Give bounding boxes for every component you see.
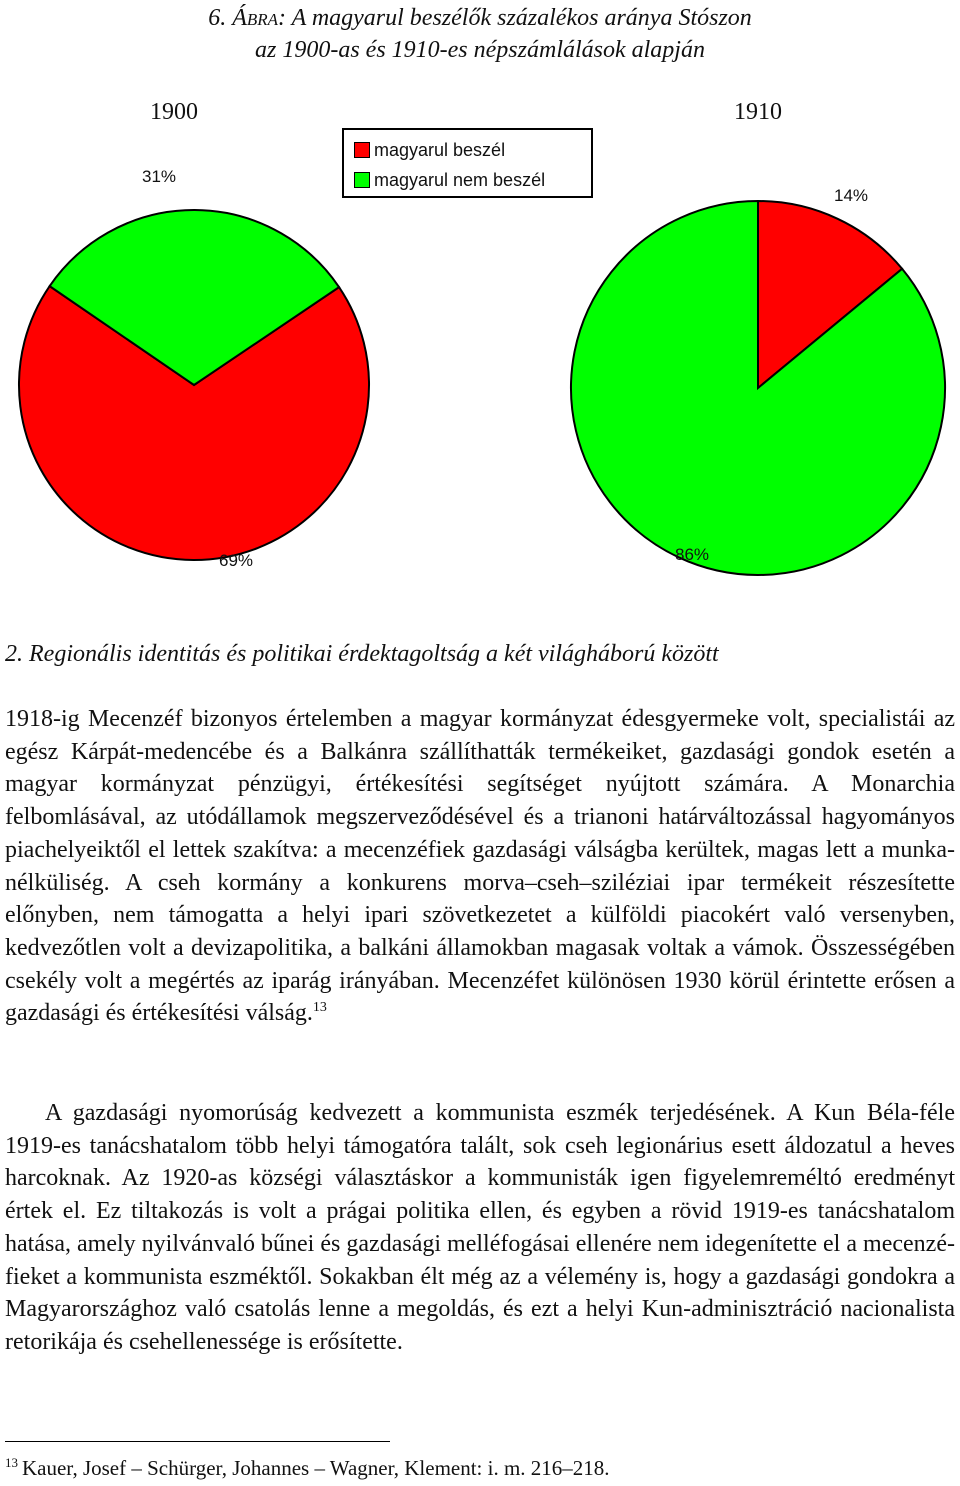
chart-legend <box>342 128 593 198</box>
footnote <box>5 1454 610 1482</box>
figure-title: : A magyarul beszélők százalékos aránya Stószon <box>278 5 752 31</box>
legend-swatch-red <box>354 142 370 158</box>
pie-1910 <box>571 201 945 575</box>
legend-item-nem-beszel <box>354 169 545 191</box>
chart-title-1900: 1900 <box>150 99 198 125</box>
section-heading: 2. Regionális identitás és politikai érdektagoltság a két világháború között <box>5 641 719 667</box>
pie-1900 <box>19 210 369 560</box>
figure-abra: Ábra <box>232 5 279 31</box>
footnote-number: 13 <box>5 1455 18 1470</box>
paragraph-2: A gazdasági nyomorúság kedvezett a kommunista eszmék terjedésének. A Kun Béla-féle 1919-es tanácshatalom több helyi támogatóra talált, sok cseh legionárius esett áldozatul a heves harcoknak. Az 1920-as községi választáskor a kommunisták igen figyelemreméltó eredményt értek el. Ez tiltakozás is volt a prágai politika ellen, és egyben a rövid 1919-es tanácshatalom hatása, amely nyilvánvaló bűnei és gazdasági melléfogásai ellenére nem idegenítette el a mecenzéfieket a kommunista eszméktől. Sokakban élt még az a vélemény is, hogy a gazdasági gondokra a Magyarországhoz való csatolás lenne a megoldás, és ezt a helyi Kun-adminisztráció nacionalista retorikája és csehellenessége is erősítette. <box>5 1100 955 1355</box>
figure-caption-line2: az 1900-as és 1910-es népszámlálások alapján <box>255 37 705 63</box>
pie-1910-label-nem: 86% <box>674 545 710 564</box>
figure-number: 6. <box>208 5 227 31</box>
pie-1910-label-beszel: 14% <box>833 186 869 205</box>
legend-label-nem-beszel: magyarul nem beszél <box>374 170 546 190</box>
legend-item-beszel <box>354 139 505 161</box>
paragraph-1-text: 1918-ig Mecenzéf bizonyos értelemben a magyar kormányzat édesgyermeke volt, specialistái az egész Kárpát-medencébe és a Balkánra szállíthatták termékeiket, gazdasági gondok esetén a magyar kormányzat pénzügyi, értékesítési segítséget nyújtott számára. A Monarchia felbomlásával, az utódállamok megszerveződésével és a trianoni határváltozással hagyományos piachelyeiktől el lettek szakítva: a mecenzéfiek gazdasági válságba kerültek, magas lett a munkanélküliség. A cseh kormány a konkurens morva–cseh–sziléziai ipar termékeit részesítette előnyben, nem támogatta a helyi ipari szövetkezetet a külföldi piacokért való versenyben, kedvezőtlen volt a devizapolitika, a balkáni államokban magasak voltak a vámok. Összességében csekély volt a megértés az iparág irányában. Mecenzéfet különösen 1930 körül érintette erősen a gazdasági és értékesítési válság. <box>5 706 955 1027</box>
footnote-text: Kauer, Josef – Schürger, Johannes – Wagner, Klement: i. m. 216–218. <box>22 1456 610 1480</box>
pie-1900-label-nem: 31% <box>141 167 177 186</box>
pie-charts <box>0 0 960 600</box>
pie-1900-label-beszel: 69% <box>218 551 254 570</box>
legend-swatch-green <box>354 172 370 188</box>
footnote-ref-13: 13 <box>312 1000 327 1016</box>
footnote-divider <box>5 1441 390 1442</box>
legend-label-beszel: magyarul beszél <box>374 140 506 160</box>
paragraph-1 <box>5 703 955 1030</box>
chart-title-1910: 1910 <box>734 99 782 125</box>
